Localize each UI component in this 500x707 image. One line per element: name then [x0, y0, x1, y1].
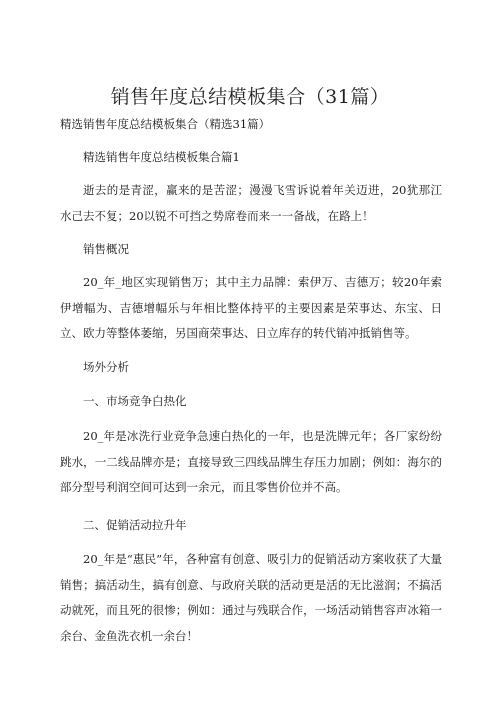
section-title: 精选销售年度总结模板集合篇1 — [83, 150, 240, 164]
intro-paragraph: 逝去的是青涩，赢来的是苦涩；漫漫飞雪诉说着年关迈进，20犹那江水己去不复；20以锐不可挡之势席卷而来一一备战，在路上！ — [60, 183, 442, 223]
point1-heading: 一、市场竞争白热化 — [83, 394, 187, 408]
point1-paragraph: 20_年是冰洗行业竞争急速白热化的一年，也是洗牌元年；各厂家纷纷跳水，一二线品牌亦是；直接导致三四线品牌生存压力加剧；例如：海尔的部分型号利润空间可达到一余元，而且零售价位并不高。 — [60, 429, 442, 494]
overview-heading: 销售概况 — [83, 242, 129, 256]
document-title: 销售年度总结模板集合（31篇） — [110, 86, 390, 108]
overview-paragraph: 20_年_地区实现销售万；其中主力品牌：索伊万、吉德万；较20年索伊增幅为、吉德增幅乐与年相比整体持平的主要因素是荣事达、东宝、日立、欧力等整体萎缩，另国商荣事达、日立库存的转代销冲抵销售等。 — [60, 275, 442, 340]
point2-heading: 二、促销活动拉升年 — [83, 518, 187, 532]
point2-paragraph: 20_年是“惠民”年，各种富有创意、吸引力的促销活动方案收获了大量销售；搞活动生，搞有创意、与政府关联的活动更是活的无比滋润；不搞活动就死，而且死的很惨；例如：通过与残联合作，一场活动销售容声冰箱一余台、金鱼洗衣机一余台！ — [60, 552, 442, 643]
document-subtitle: 精选销售年度总结模板集合（精选31篇） — [60, 117, 271, 131]
analysis-heading: 场外分析 — [83, 360, 129, 374]
